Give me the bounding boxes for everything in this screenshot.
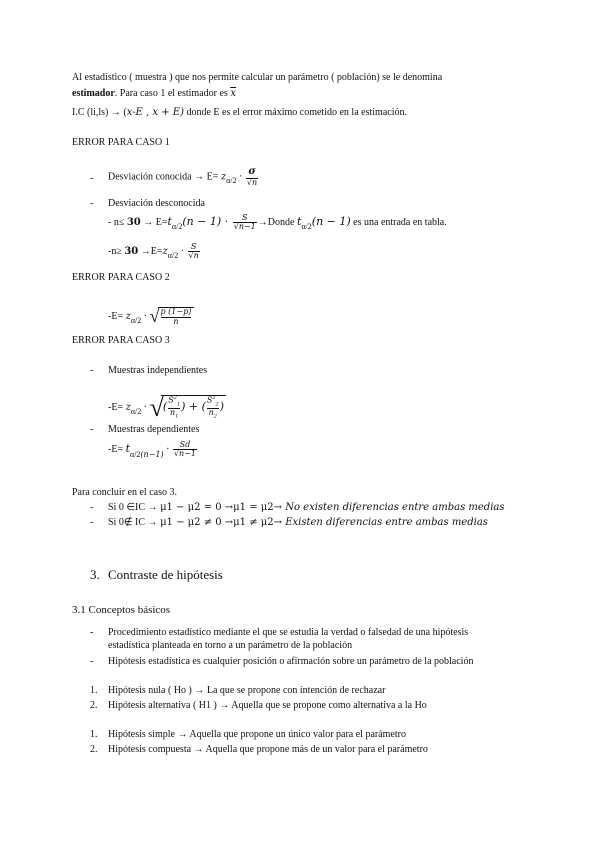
- n2: $n_2$: [208, 407, 217, 420]
- list1-item-1: Hipótesis nula ( Ho ) → La que se propone con intención de rechazar: [108, 685, 386, 696]
- ic-prefix: I.C (li,ls) → (: [72, 107, 127, 118]
- alpha-half-sub: α/2: [226, 176, 237, 186]
- bullet-dash: -: [90, 365, 94, 376]
- bullet-dash: -: [90, 173, 94, 184]
- s1: $S^2_1$: [168, 395, 181, 408]
- p-fraction: [158, 307, 195, 326]
- n1: $n_1$: [169, 407, 179, 420]
- arrow-e: → E=: [140, 217, 168, 229]
- donde-label: →Donde: [257, 217, 297, 229]
- frac-den: √n−1: [173, 449, 196, 459]
- ic-suffix: donde E es el error máximo cometido en la estimación.: [183, 107, 407, 118]
- section31-bullet2: Hipótesis estadística es cualquier posición o afirmación sobre un parámetro de la población: [108, 656, 474, 667]
- z-symbol: z: [220, 171, 227, 183]
- line1-italic: No existen diferencias entre ambas medias: [285, 502, 505, 513]
- thirty: 30: [124, 246, 139, 258]
- section31-title: 3.1 Conceptos básicos: [72, 604, 171, 616]
- intro-line-2: [72, 88, 236, 100]
- intro-line-2-text: . Para caso 1 el estimador es: [114, 88, 231, 99]
- z-symbol: z: [162, 246, 168, 258]
- e-label: -E=: [108, 311, 126, 323]
- caso1-bullet-1: Desviación conocida → $E= z_{\alpha/2}$ · $\frac{\sigma}{√n}$: [108, 166, 258, 187]
- line2-expr: μ1 − μ2 ≠ 0 →μ1 ≠ μ2→: [160, 517, 286, 528]
- frac-num: S: [242, 213, 248, 222]
- n-geq: -n≥: [108, 246, 125, 258]
- conclusion-title: Para concluir en el caso 3.: [72, 487, 177, 498]
- s2: $S^2_2$: [206, 395, 219, 408]
- caso3-title: ERROR PARA CASO 3: [72, 335, 170, 346]
- frac-den: √n: [246, 177, 258, 187]
- bullet-dash: -: [90, 656, 94, 667]
- section3-title: Contraste de hipótesis: [108, 567, 223, 582]
- list2-item-1: Hipótesis simple → Aquella que propone un único valor para el parámetro: [108, 729, 406, 740]
- thirty: 30: [126, 217, 141, 229]
- t-symbol: t: [125, 442, 130, 456]
- caso3-dep-formula: $-E= t_{\alpha/2(n-1)}$ · $\frac{Sd}{√n-1}$: [108, 440, 196, 460]
- list1-num-2: 2.: [90, 700, 98, 711]
- list1-num-1: 1.: [90, 685, 98, 696]
- list2-item-2: Hipótesis compuesta → Aquella que propone más de un valor para el parámetro: [108, 744, 428, 755]
- frac-num: S: [190, 242, 197, 251]
- bullet-dash: -: [90, 424, 94, 435]
- s-over-sqrt: [233, 214, 257, 232]
- section3-number: 3.: [90, 567, 100, 582]
- frac-den: √n: [188, 251, 199, 261]
- frac-num: Sd: [179, 440, 191, 449]
- bullet-dash: -: [90, 517, 94, 528]
- t-expression: (n − 1) ·: [182, 215, 232, 229]
- line1-expr: μ1 − μ2 = 0 →μ1 = μ2→: [160, 502, 286, 513]
- estimador-bold: estimador: [72, 88, 115, 99]
- tabla-suffix: es una entrada en tabla.: [350, 217, 447, 229]
- arrow-e: →E=: [138, 246, 163, 258]
- sqrt-icon: √: [149, 306, 160, 326]
- frac-den: √n−1: [233, 222, 256, 232]
- list2-num-1: 1.: [90, 729, 98, 740]
- sigma-over-sqrt-n: [246, 167, 258, 187]
- caso3-ind-formula: $-E= z_{\alpha/2}$ · √( $\frac{S^2_1}{n_1}$ ) + ( $\frac{S^2_2}{n_2}$ ): [108, 393, 225, 422]
- bullet-dash: -: [90, 627, 94, 638]
- e-label: -E=: [108, 401, 126, 413]
- line1-prefix: Si 0 ∈IC →: [108, 502, 161, 513]
- ic-line: [72, 107, 407, 119]
- frac-den: n: [161, 317, 192, 326]
- caso1-sub-2: $-n\ge 30 \to E=z_{\alpha/2}$ · $\frac{S}{√n}$: [108, 242, 199, 261]
- list1-item-2: Hipótesis alternativa ( H1 ) → Aquella que se propone como alternativa a la Ho: [108, 700, 427, 711]
- z-symbol: z: [125, 311, 131, 323]
- frac-num: σ: [248, 166, 256, 177]
- caso3-bullet-1: Muestras independientes: [108, 365, 208, 376]
- ind-radicand: ( $\frac{S^2_1}{n_1}$ ) + ( $\frac{S^2_2}{n_2}$ ): [162, 395, 225, 420]
- sd-over-sqrt: [173, 441, 197, 459]
- e-label: -E=: [108, 444, 126, 456]
- line2-prefix: Si 0∉ IC →: [108, 517, 161, 528]
- section31-bullet1-b: estadística planteada en torno a un parámetro de la población: [108, 640, 353, 651]
- list2-num-2: 2.: [90, 744, 98, 755]
- caso1-bullet-2: Desviación desconocida: [108, 198, 205, 209]
- xbar-symbol: $\overline{x}$: [230, 88, 236, 99]
- sqrt-icon: √: [149, 393, 164, 422]
- t-expression-2: (n − 1): [311, 215, 351, 229]
- z-symbol: z: [125, 401, 131, 413]
- frac-num: p (1−p): [160, 307, 192, 317]
- t-symbol: t: [167, 215, 172, 229]
- caso1-sub-1: - $n\le 30 \to E=t_{\alpha/2}(n - 1)$ · $\frac{S}{√n-1}$ →Donde $t_{\alpha/2}(n - 1)$ es una entrada en tabla.: [108, 213, 447, 232]
- conclusion-line-1: [108, 502, 505, 514]
- bullet-dash: -: [90, 198, 94, 209]
- bullet-dash: -: [90, 502, 94, 513]
- desviacion-conocida-label: Desviación conocida → E=: [108, 171, 221, 183]
- caso1-title: ERROR PARA CASO 1: [72, 137, 170, 148]
- intro-line-1: Al estadístico ( muestra ) que nos permite calcular un parámetro ( población) se le denomina: [72, 72, 443, 83]
- conclusion-line-2: [108, 517, 488, 529]
- t-symbol-2: t: [296, 215, 302, 229]
- caso3-bullet-2: Muestras dependientes: [108, 424, 200, 435]
- line2-italic: Existen diferencias entre ambas medias: [285, 517, 488, 528]
- n-minus-1-sub: (n−1): [140, 450, 164, 460]
- caso2-formula: $-E= z_{\alpha/2}$ · √ $\frac{p (1-p)}{n}$: [108, 306, 195, 328]
- n-leq: - n≤: [108, 217, 127, 229]
- ic-expression: x-E , x + E): [126, 107, 184, 118]
- section31-bullet1-a: Procedimiento estadístico mediante el que se estudia la verdad o falsedad de una hipótesis: [108, 627, 469, 638]
- s-over-sqrt-n: [188, 243, 200, 261]
- caso2-title: ERROR PARA CASO 2: [72, 272, 170, 283]
